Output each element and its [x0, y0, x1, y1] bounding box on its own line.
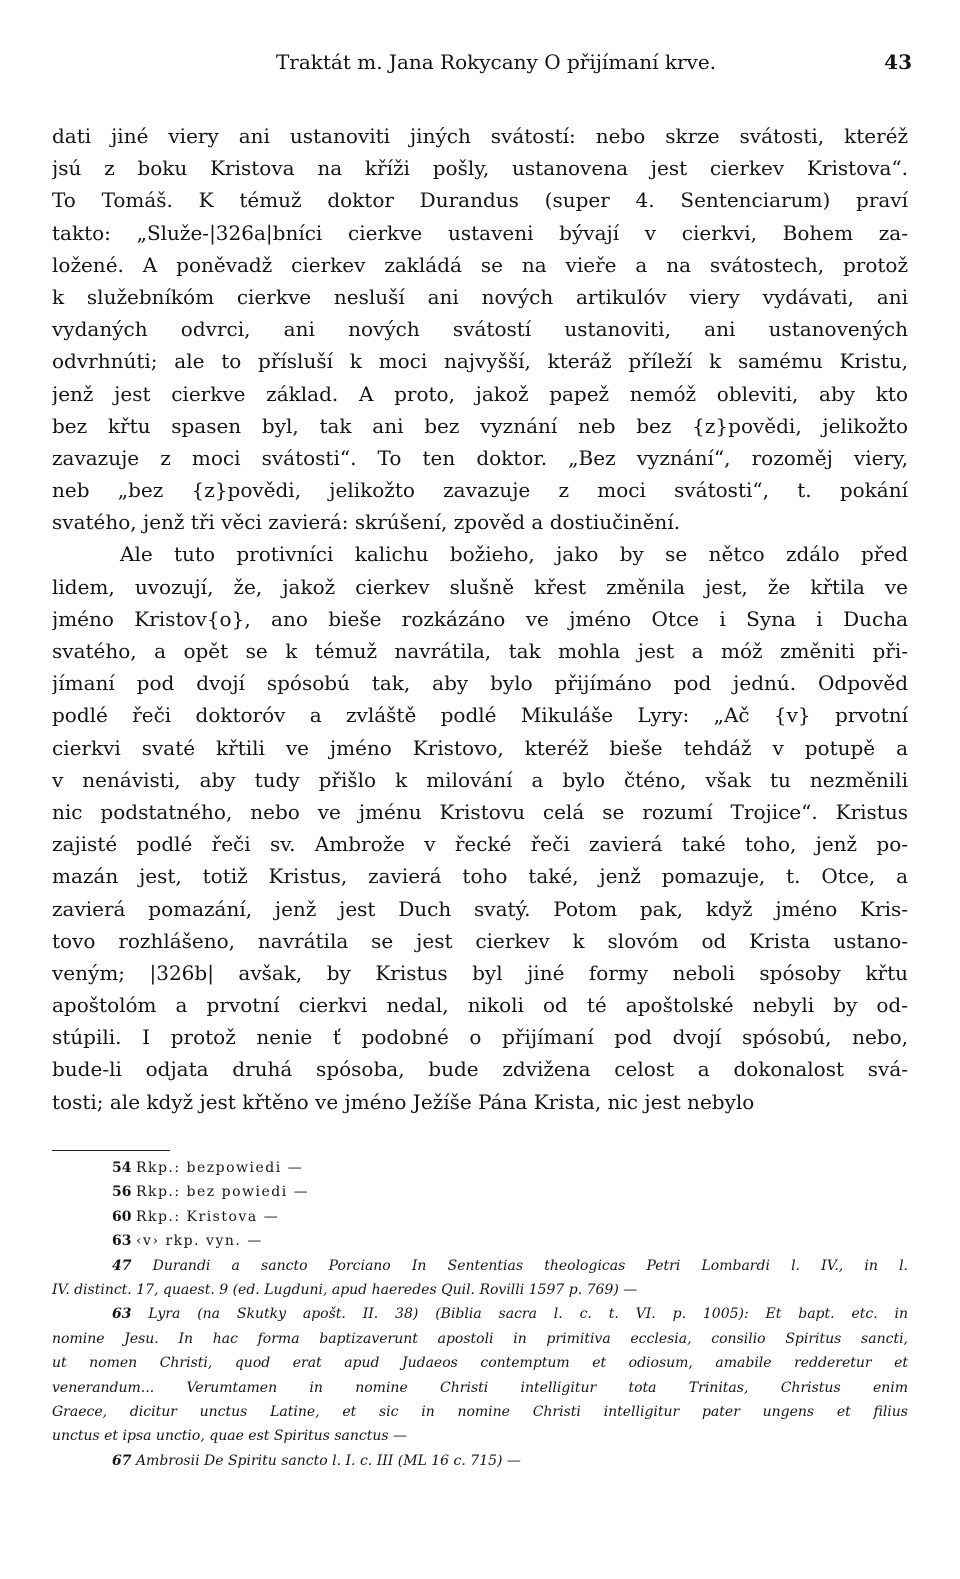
text-line: veným; |326b| avšak, by Kristus byl jiné formy neboli spósoby křtu [52, 960, 908, 985]
footnote-continuation: nomine Jesu. In hac forma baptizaverunt apostoli in primitiva ecclesia, consilio Spiritus sancti, [52, 1330, 908, 1347]
footnote [52, 1180, 908, 1204]
text-line: vydaných odvrci, ani nových svátostí ustanoviti, ani ustanovených [52, 317, 908, 342]
text-line: apoštolóm a prvotní cierkvi nedal, nikoli od té apoštolské nebyli by od- [52, 993, 908, 1018]
text-line: podlé řeči doktoróv a zvláště podlé Mikuláše Lyry: „Ač {v} prvotní [52, 703, 908, 728]
footnote-continuation: IV. distinct. 17, quaest. 9 (ed. Lugduni, apud haeredes Quil. Rovilli 1597 p. 769) — [52, 1281, 638, 1298]
text-line: jenž jest cierkve základ. A proto, jakož papež nemóž obleviti, aby kto [52, 381, 908, 406]
main-text [52, 120, 908, 1118]
running-title: Traktát m. Jana Rokycany O přijímaní krve. [275, 50, 717, 74]
text-line: svatého, jenž tři věci zavierá: skrúšení, zpověd a dostiučinění. [52, 510, 681, 535]
footnote-number: 56 [112, 1184, 132, 1201]
text-line: neb „bez {z}povědi, jelikožto zavazuje z moci svátosti“, t. pokání [52, 478, 908, 503]
text-line: ložené. A poněvadž cierkev zakládá se na vieře a na svátostech, protož [52, 252, 908, 277]
text-line: jsú z boku Kristova na kříži pošly, ustanovena jest cierkev Kristova“. [52, 156, 908, 181]
footnote-text: ‹v› rkp. vyn. — [135, 1233, 263, 1250]
text-line: bez křtu spasen byl, tak ani bez vyznání neb bez {z}povědi, jelikožto [52, 413, 908, 438]
text-line: lidem, uvozují, že, jakož cierkev slušně křest změnila jest, že křtila ve [52, 574, 908, 599]
footnote [52, 1156, 908, 1180]
footnote-continuation: Graece, dicitur unctus Latine, et sic in nomine Christi intelligitur pater ungens et filius [52, 1403, 908, 1420]
footnote [52, 1254, 908, 1278]
text-line: v nenávisti, aby tudy přišlo k milování a bylo čténo, však tu nezměnili [52, 767, 908, 792]
text-line: zavierá pomazání, jenž jest Duch svatý. Potom pak, když jméno Kris- [52, 896, 908, 921]
text-line: To Tomáš. K témuž doktor Durandus (super 4. Sentenciarum) praví [52, 188, 908, 213]
text-line: zajisté podlé řeči sv. Ambrože v řecké řeči zavierá také toho, jenž po- [52, 832, 908, 857]
text-line: mazán jest, totiž Kristus, zavierá toho také, jenž pomazuje, t. Otce, a [52, 864, 908, 889]
text-line: takto: „Služe-|326a|bníci cierkve ustaveni bývají v cierkvi, Bohem za- [52, 220, 908, 245]
text-line: tosti; ale když jest křtěno ve jméno Ježíše Pána Krista, nic jest nebylo [52, 1089, 755, 1114]
footnote-text: Rkp.: bezpowiedi — [135, 1160, 304, 1176]
footnotes [52, 1156, 908, 1473]
footnote-continuation: ut nomen Christi, quod erat apud Judaeos contemptum et odiosum, amabile redderetur et [52, 1355, 908, 1372]
text-line: odvrhnúti; ale to přísluší k moci najvyšší, kteráž příleží k samému Kristu, [52, 349, 908, 374]
text-line: dati jiné viery ani ustanoviti jiných svátostí: nebo skrze svátosti, kteréž [52, 124, 908, 148]
text-line: cierkvi svaté křtili ve jméno Kristovo, kteréž bieše tehdáž v potupě a [52, 735, 908, 760]
text-line: k služebníkóm cierkve nesluší ani nových artikulóv viery vydávati, ani [52, 284, 908, 309]
footnote [52, 1229, 908, 1253]
footnote-number: 60 [112, 1208, 132, 1225]
footnote [52, 1205, 908, 1229]
text-line: stúpili. I protož nenie ť podobné o přijímaní pod dvojí spósobú, nebo, [52, 1025, 908, 1050]
footnote-text: Durandi a sancto Porciano In Sententias theologicas Petri Lombardi l. IV., in l. [152, 1257, 908, 1274]
footnote-number: 63 [112, 1306, 132, 1323]
footnote-divider [52, 1150, 170, 1151]
footnote [52, 1302, 908, 1326]
text-line: zavazuje z moci svátosti“. To ten doktor. „Bez vyznání“, rozoměj viery, [52, 445, 908, 470]
footnote-continuation: unctus et ipsa unctio, quae est Spiritus sanctus — [52, 1428, 407, 1445]
running-header [40, 50, 912, 80]
text-line: svatého, a opět se k témuž navrátila, tak mohla jest a móž změniti při- [52, 639, 908, 663]
footnote-text: Lyra (na Skutky apošt. II. 38) (Biblia sacra l. c. t. VI. p. 1005): Et bapt. etc. in [148, 1306, 908, 1323]
text-line: tovo rozhlášeno, navrátila se jest cierkev k slovóm od Krista ustano- [52, 928, 908, 953]
footnote-continuation: venerandum... Verumtamen in nomine Christi intelligitur tota Trinitas, Christus enim [52, 1379, 908, 1396]
footnote [52, 1449, 908, 1473]
text-line: jímaní pod dvojí spósobú tak, aby bylo přijímáno pod jednú. Odpověd [52, 671, 908, 696]
footnote-number: 67 [112, 1452, 132, 1469]
page-number: 43 [884, 50, 912, 74]
text-line: jméno Kristov{o}, ano bieše rozkázáno ve jméno Otce i Syna i Ducha [52, 606, 908, 631]
footnote-number: 47 [112, 1257, 132, 1274]
text-line: nic podstatného, nebo ve jménu Kristovu celá se rozumí Trojice“. Kristus [52, 799, 908, 824]
footnote-text: Rkp.: Kristova — [135, 1208, 280, 1225]
footnote-number: 63 [112, 1233, 132, 1250]
text-line: bude-li odjata druhá spósoba, bude zdvižena celost a dokonalost svá- [52, 1057, 908, 1082]
footnote-text: Rkp.: bez powiedi — [135, 1184, 310, 1201]
footnote-number: 54 [112, 1160, 132, 1176]
footnote-text: Ambrosii De Spiritu sancto l. I. c. III (ML 16 c. 715) — [135, 1452, 521, 1469]
text-line: Ale tuto protivníci kalichu božieho, jako by se nětco zdálo před [120, 542, 908, 567]
